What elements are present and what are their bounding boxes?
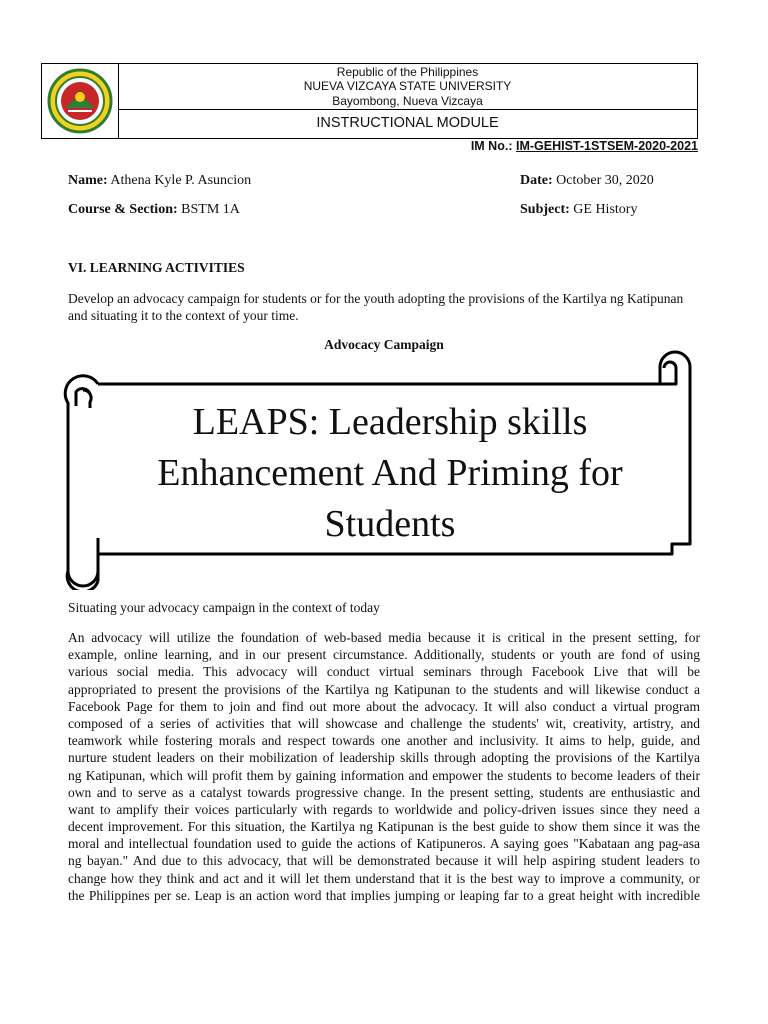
header-table: [41, 63, 698, 139]
body-line: ng bayan." And due to this advocacy, that will be demonstrated because it will help aspiring student leaders to: [68, 853, 700, 869]
scroll-title: [110, 397, 670, 550]
subject-value: GE History: [573, 202, 638, 217]
subject-field: [520, 202, 637, 218]
name-label: Name:: [68, 173, 108, 188]
date-value: October 30, 2020: [556, 173, 654, 188]
im-value: IM-GEHIST-1STSEM-2020-2021: [515, 139, 698, 153]
course-value: BSTM 1A: [181, 202, 240, 217]
body-line: teamwork while fostering morals and respect towards one another and inclusivity. It aims to help, guide, and: [68, 733, 700, 749]
header-module: INSTRUCTIONAL MODULE: [316, 115, 499, 131]
body-line: want to amplify their voices particularly with regards to worldwide and policy-driven issues since they need a: [68, 801, 700, 817]
date-label: Date:: [520, 173, 553, 188]
body-line: moral and intellectual foundation used to guide the actions of Katipuneros. A saying goes "Kabataan ang pag-asa: [68, 836, 700, 852]
instructions: [68, 290, 700, 324]
scroll-title-line: Enhancement And Priming for: [157, 452, 623, 494]
body-line: example, online learning, and in our present circumstance. Additionally, students or youth are fond of using: [68, 647, 700, 663]
body-line: the Philippines per se. Leap is an action word that implies jumping or leaping far to a great height with incredible: [68, 887, 700, 903]
university-seal-icon: [42, 64, 118, 138]
scroll-title-line: LEAPS: Leadership skills: [192, 401, 588, 443]
subject-label: Subject:: [520, 202, 570, 217]
im-label: IM No.:: [470, 139, 513, 153]
header-university: NUEVA VIZCAYA STATE UNIVERSITY: [303, 79, 512, 93]
date-field: [520, 173, 654, 189]
course-label: Course & Section:: [68, 202, 178, 217]
campaign-heading: Advocacy Campaign: [324, 337, 444, 352]
name-field: [68, 173, 251, 189]
body-line: various social media. This advocacy will conduct virtual seminars through Facebook Live that will be: [68, 664, 700, 680]
instruction-line: and situating it to the context of your time.: [68, 308, 299, 324]
header-divider: [118, 109, 697, 110]
section-title: VI. LEARNING ACTIVITIES: [68, 260, 245, 275]
instruction-line: Develop an advocacy campaign for students or for the youth adopting the provisions of the Kartilya ng Katipunan: [68, 291, 684, 306]
body-line: composed of a series of activities that will showcase and challenge the students' wit, creativity, artistry, and: [68, 715, 700, 731]
body-line: own and to serve as a catalyst towards progressive change. In the present setting, students are enthusiastic and: [68, 784, 700, 800]
body-line: ng Katipunan, which will profit them by gaining information and empower the students to become leaders of their: [68, 767, 700, 783]
header-location: Bayombong, Nueva Vizcaya: [332, 94, 483, 108]
im-number: [471, 139, 698, 153]
body-line: change how they think and act and it will let them understand that it is the best way to improve a community, or: [68, 870, 700, 886]
body-line: Facebook Page for them to join and find out more about the advocacy. It will also conduct a virtual program: [68, 698, 700, 714]
body-line: appropriated to present the provisions of the Kartilya ng Katipunan to the students and will likewise conduct a: [68, 681, 700, 697]
logo-cell: [42, 64, 119, 138]
body-line: An advocacy will utilize the foundation of web-based media because it is critical in the present setting, for: [68, 630, 700, 645]
scroll-title-line: Students: [324, 503, 456, 545]
body-line: decent improvement. For this situation, the Kartilya ng Katipunan is the best guide to show them since it was the: [68, 819, 700, 835]
name-value: Athena Kyle P. Asuncion: [110, 173, 252, 188]
course-field: [68, 202, 240, 218]
context-heading: Situating your advocacy campaign in the context of today: [68, 600, 380, 615]
header-republic: Republic of the Philippines: [336, 65, 479, 79]
body-line: nurture student leaders on their mobilization of leadership skills through adopting the provisions of the Kartilya: [68, 750, 700, 766]
body-paragraph: [68, 629, 700, 904]
